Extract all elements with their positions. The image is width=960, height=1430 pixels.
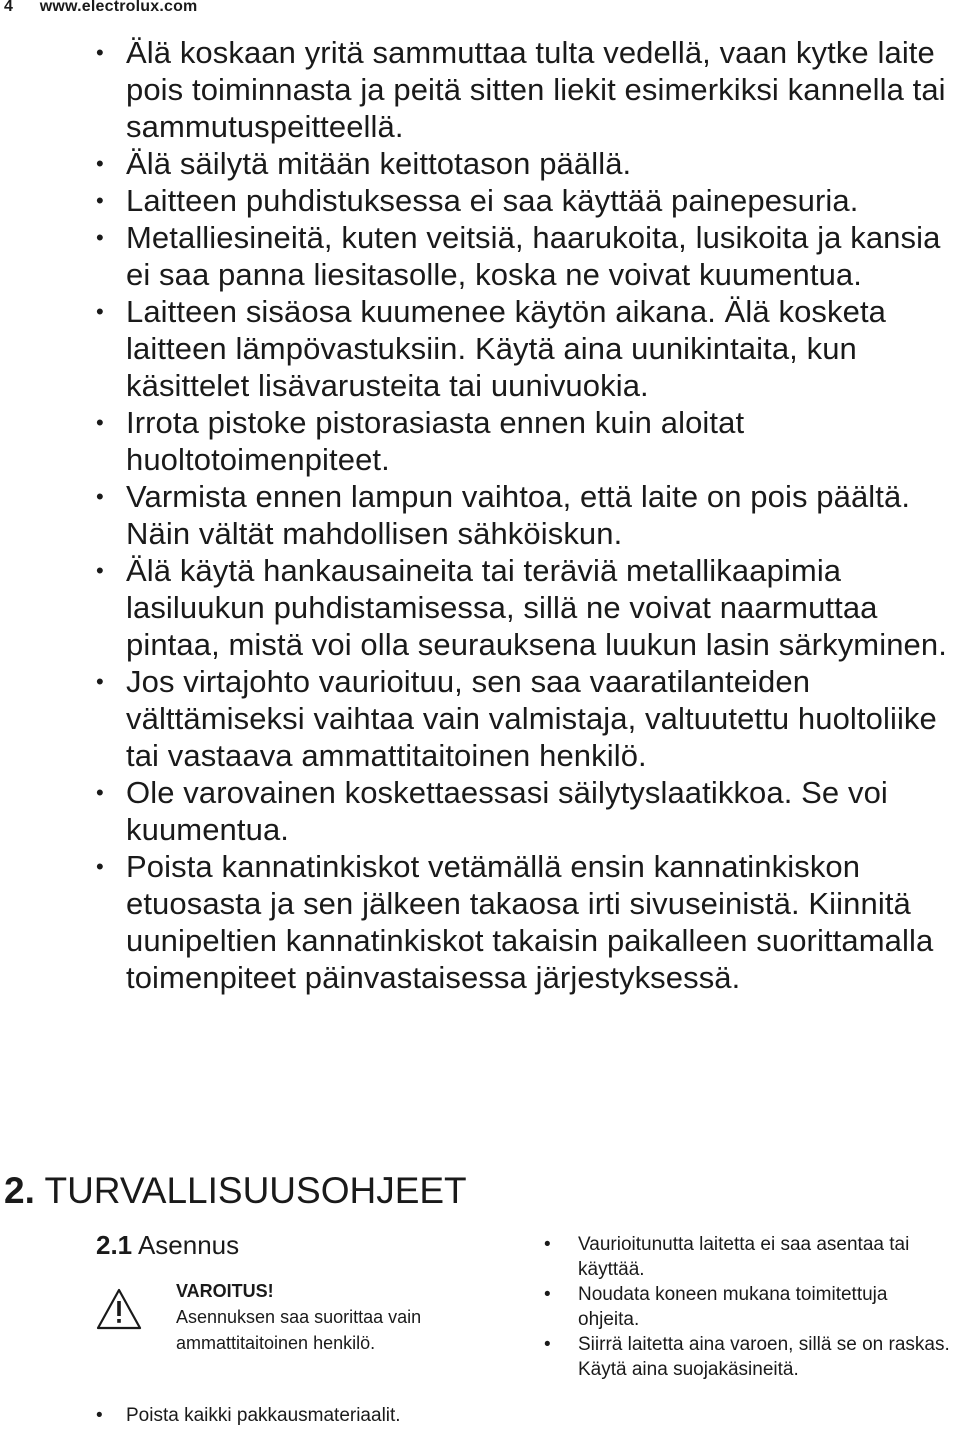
- safety-instructions-list: [0, 34, 960, 996]
- warning-text: [176, 1278, 496, 1356]
- list-item-text: Poista kannatinkiskot vetämällä ensin kannatinkiskon etuosasta ja sen jälkeen takaosa irti sivuseinistä. Kiinnitä uunipeltien kannatinkiskot takaisin paikalleen suorittamalla toimenpiteet päinvastaisessa järjestyksessä.: [126, 849, 934, 995]
- bullet-icon: •: [96, 1405, 103, 1426]
- subsection-number: 2.1: [96, 1230, 133, 1260]
- list-item-text: Älä koskaan yritä sammuttaa tulta vedellä, vaan kytke laite pois toiminnasta ja peitä sitten liekit esimerkiksi kannella tai sammutuspeitteellä.: [126, 35, 946, 144]
- bullet-icon: •: [96, 558, 104, 583]
- list-item-text: Ole varovainen koskettaessasi säilytyslaatikkoa. Se voi kuumentua.: [126, 775, 888, 847]
- list-item-text: Metalliesineitä, kuten veitsiä, haarukoita, lusikoita ja kansia ei saa panna liesitasolle, koska ne voivat kuumentua.: [126, 220, 941, 292]
- section-number: 2.: [4, 1170, 35, 1211]
- section-title: TURVALLISUUSOHJEET: [44, 1170, 467, 1211]
- list-item-text: Älä säilytä mitään keittotason päällä.: [126, 146, 632, 181]
- bullet-icon: •: [96, 188, 104, 213]
- list-item-text: Vaurioitunutta laitetta ei saa asentaa tai käyttää.: [578, 1234, 910, 1280]
- list-item-text: Älä käytä hankausaineita tai teräviä metallikaapimia lasiluukun puhdistamisessa, sillä ne voivat naarmuttaa pintaa, mistä voi olla seurauksena luukun lasin särkyminen.: [126, 553, 947, 662]
- bullet-icon: •: [544, 1234, 551, 1255]
- bullet-icon: •: [96, 299, 104, 324]
- header-url: www.electrolux.com: [39, 0, 198, 15]
- list-item: [0, 552, 960, 663]
- list-item: [0, 663, 960, 774]
- page-number: 4: [4, 0, 14, 15]
- list-item: [540, 1282, 950, 1332]
- list-item: [0, 34, 960, 145]
- list-item: [0, 478, 960, 552]
- bullet-icon: •: [96, 484, 104, 509]
- bullet-icon: •: [96, 669, 104, 694]
- list-item-text: Siirrä laitetta aina varoen, sillä se on raskas. Käytä aina suojakäsineitä.: [578, 1334, 950, 1380]
- list-item: [0, 404, 960, 478]
- list-item: [0, 848, 960, 996]
- list-item: [0, 145, 960, 182]
- list-item-text: Irrota pistoke pistorasiasta ennen kuin aloitat huoltotoimenpiteet.: [126, 405, 745, 477]
- subsection-heading: [96, 1228, 239, 1262]
- list-item: [0, 182, 960, 219]
- bullet-icon: •: [96, 40, 104, 65]
- subsection-title: Asennus: [137, 1230, 240, 1260]
- list-item-text: Jos virtajohto vaurioituu, sen saa vaaratilanteiden välttämiseksi vaihtaa vain valmistaja, valtuutettu huoltoliike tai vastaava ammattitaitoinen henkilö.: [126, 664, 937, 773]
- list-item: [0, 219, 960, 293]
- list-item-text: Laitteen sisäosa kuumenee käytön aikana. Älä kosketa laitteen lämpövastuksiin. Käytä aina uunikintaita, kun käsittelet lisävarusteita tai uunivuokia.: [126, 294, 887, 403]
- bullet-icon: •: [96, 410, 104, 435]
- list-item-text: Poista kaikki pakkausmateriaalit.: [126, 1405, 401, 1426]
- list-item: [0, 293, 960, 404]
- bullet-icon: •: [96, 225, 104, 250]
- bullet-icon: •: [544, 1334, 551, 1355]
- section-heading: [4, 1169, 467, 1213]
- list-item: [0, 1403, 401, 1429]
- warning-triangle-icon: [96, 1288, 142, 1330]
- list-item-text: Noudata koneen mukana toimitettuja ohjeita.: [578, 1284, 888, 1330]
- bullet-icon: •: [96, 151, 104, 176]
- bullet-icon: •: [96, 780, 104, 805]
- list-item: [0, 774, 960, 848]
- page-header: [4, 0, 197, 16]
- bullet-icon: •: [96, 854, 104, 879]
- bullet-icon: •: [544, 1284, 551, 1305]
- list-item: [540, 1332, 950, 1382]
- list-item: [540, 1232, 950, 1282]
- list-item-text: Varmista ennen lampun vaihtoa, että laite on pois päältä. Näin vältät mahdollisen sähköiskun.: [126, 479, 911, 551]
- installation-list-right: [540, 1232, 950, 1382]
- warning-message: Asennuksen saa suorittaa vain ammattitaitoinen henkilö.: [176, 1307, 422, 1353]
- installation-list-left: [0, 1403, 401, 1429]
- warning-title: VAROITUS!: [176, 1281, 274, 1301]
- list-item-text: Laitteen puhdistuksessa ei saa käyttää painepesuria.: [126, 183, 859, 218]
